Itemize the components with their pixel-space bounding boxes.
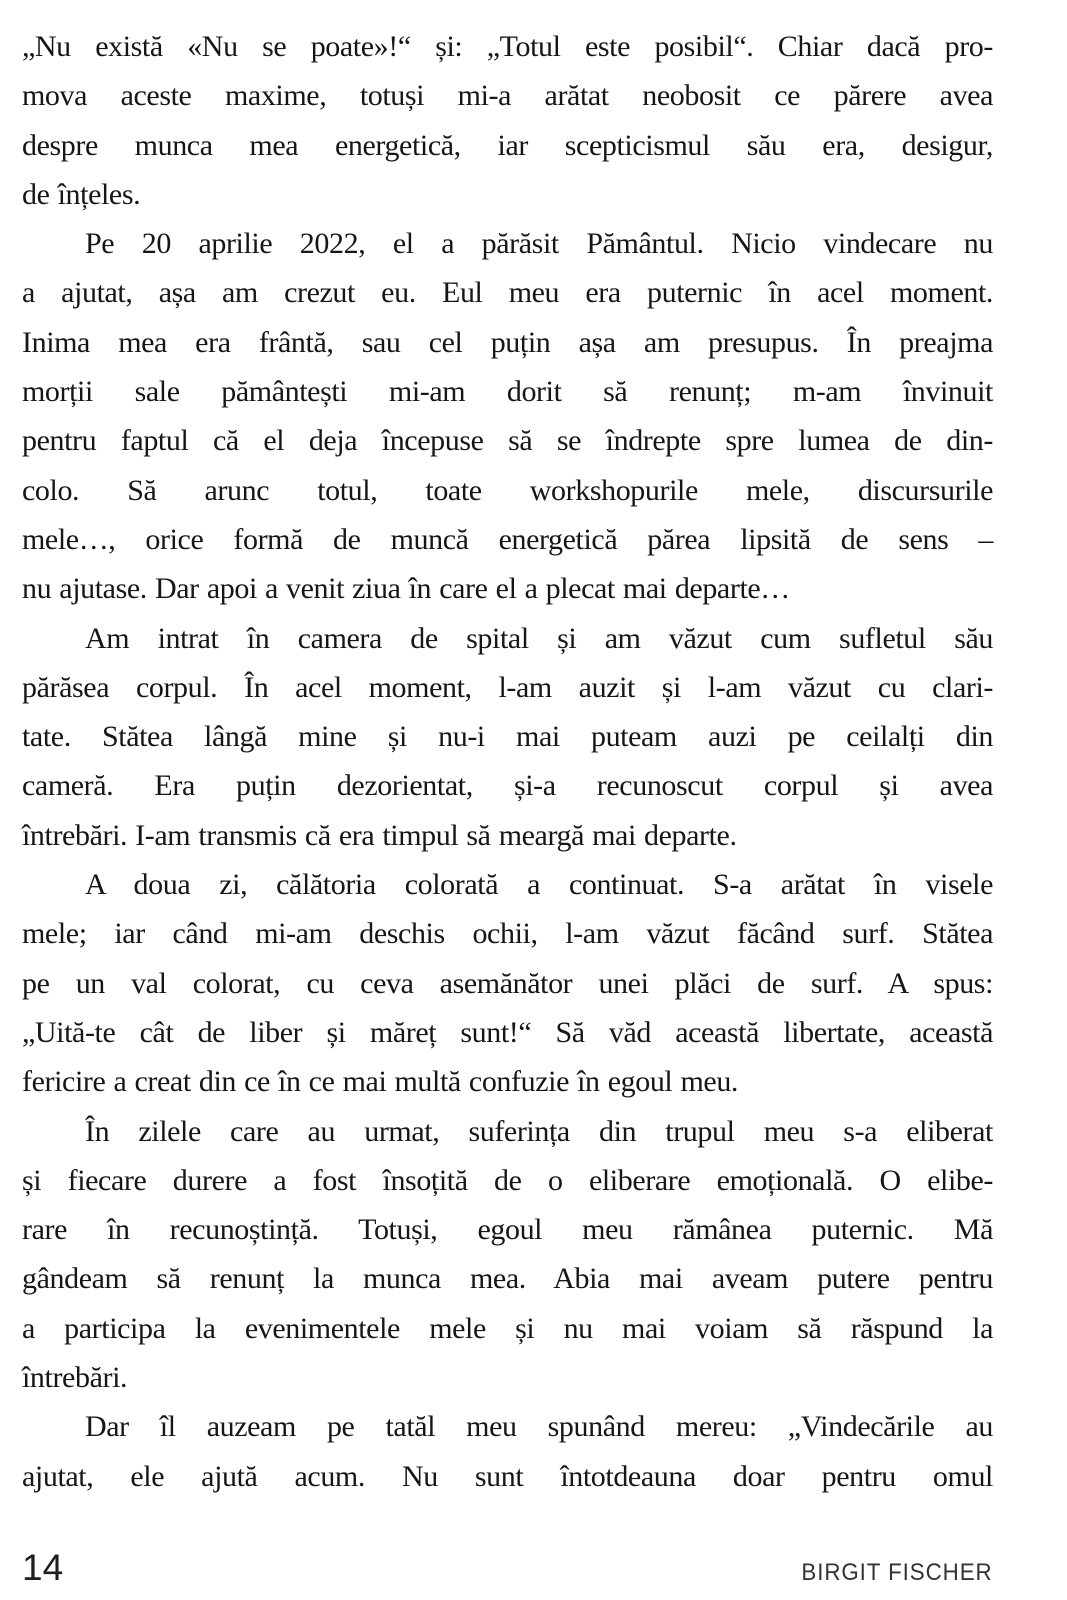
text-line: mova aceste maxime, totuși mi-a arătat neobosit ce părere avea	[22, 79, 993, 113]
text-line: tate. Stătea lângă mine și nu-i mai puteam auzi pe ceilalți din	[22, 720, 993, 754]
text-line: pe un val colorat, cu ceva asemănător unei plăci de surf. A spus:	[22, 966, 993, 1000]
text-line: întrebări. I-am transmis că era timpul să meargă mai departe.	[22, 818, 737, 852]
text-line: de înțeles.	[22, 177, 141, 211]
text-line: a participa la evenimentele mele și nu mai voiam să răspund la	[22, 1311, 993, 1345]
text-line: cameră. Era puțin dezorientat, și-a recunoscut corpul și avea	[22, 769, 993, 803]
text-line: gândeam să renunț la munca mea. Abia mai aveam putere pentru	[22, 1262, 993, 1296]
running-footer-author: BIRGIT FISCHER	[801, 1559, 993, 1586]
text-line: mele; iar când mi-am deschis ochii, l-am văzut făcând surf. Stătea	[22, 917, 993, 951]
text-line: Pe 20 aprilie 2022, el a părăsit Pământul. Nicio vindecare nu	[85, 227, 993, 261]
text-line: „Nu există «Nu se poate»!“ și: „Totul este posibil“. Chiar dacă pro-	[22, 30, 993, 63]
text-line: fericire a creat din ce în ce mai multă confuzie în egoul meu.	[22, 1065, 739, 1099]
page-number: 14	[22, 1547, 64, 1588]
text-line: mele…, orice formă de muncă energetică părea lipsită de sens –	[22, 522, 993, 556]
text-line: pentru faptul că el deja începuse să se îndrepte spre lumea de din-	[22, 424, 993, 458]
text-line: a ajutat, așa am crezut eu. Eul meu era puternic în acel moment.	[22, 276, 993, 310]
page-footer	[22, 1540, 993, 1596]
text-line: rare în recunoștință. Totuși, egoul meu rămânea puternic. Mă	[22, 1213, 993, 1247]
text-line: ajutat, ele ajută acum. Nu sunt întotdeauna doar pentru omul	[22, 1459, 993, 1493]
text-line: despre munca mea energetică, iar scepticismul său era, desigur,	[22, 128, 993, 162]
text-line: În zilele care au urmat, suferința din trupul meu s-a eliberat	[85, 1114, 993, 1148]
text-line: nu ajutase. Dar apoi a venit ziua în care el a plecat mai departe…	[22, 572, 790, 606]
text-line: morții sale pământești mi-am dorit să renunț; m-am învinuit	[22, 375, 993, 409]
text-line: Am intrat în camera de spital și am văzut cum sufletul său	[85, 621, 993, 655]
text-line: colo. Să arunc totul, toate workshopurile mele, discursurile	[22, 473, 993, 507]
text-line: A doua zi, călătoria colorată a continuat. S-a arătat în visele	[85, 868, 993, 902]
text-line: părăsea corpul. În acel moment, l-am auzit și l-am văzut cu clari-	[22, 670, 993, 704]
body-text	[22, 22, 993, 1501]
text-line: întrebări.	[22, 1361, 128, 1395]
text-line: „Uită-te cât de liber și măreț sunt!“ Să văd această libertate, această	[22, 1015, 993, 1049]
text-line: Inima mea era frântă, sau cel puțin așa am presupus. În preajma	[22, 325, 993, 359]
text-line: și fiecare durere a fost însoțită de o eliberare emoțională. O elibe-	[22, 1163, 993, 1197]
text-line: Dar îl auzeam pe tatăl meu spunând mereu: „Vindecările au	[85, 1410, 993, 1444]
